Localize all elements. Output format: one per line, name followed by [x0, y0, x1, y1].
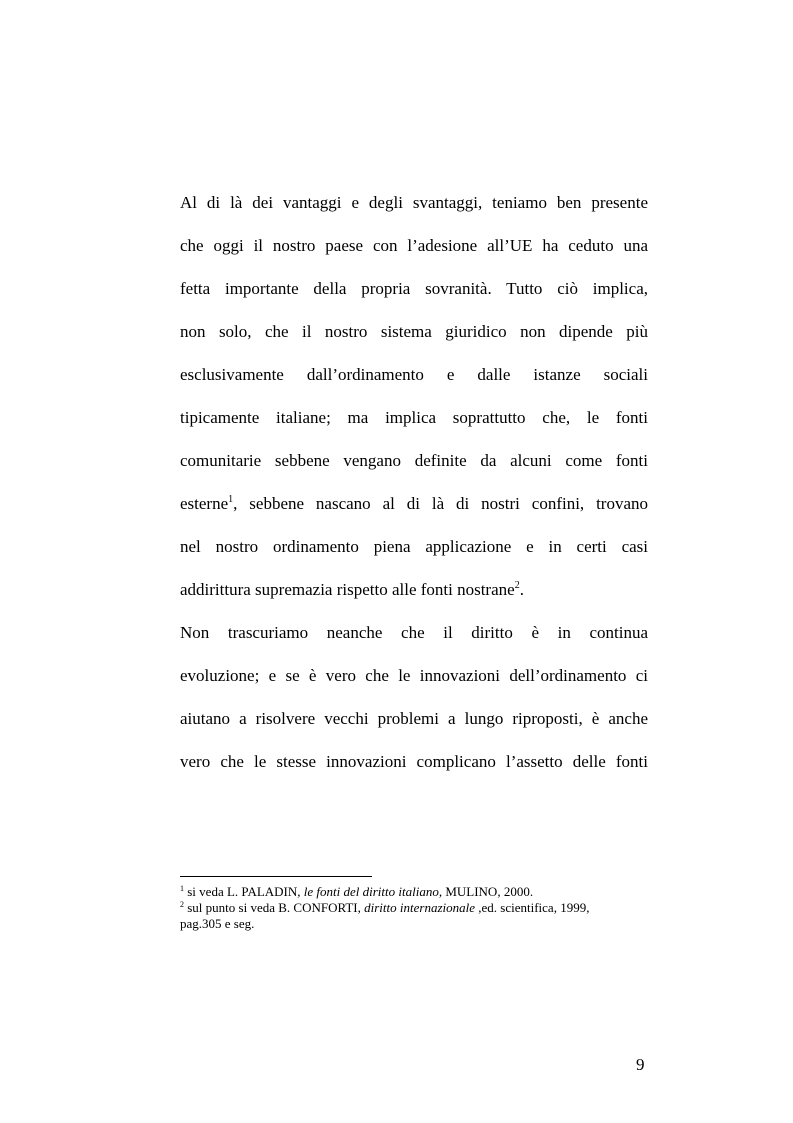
footnote-ref-1: 1: [228, 494, 234, 505]
body-line-2: che oggi il nostro paese con l’adesione all’UE ha ceduto una: [180, 236, 648, 255]
footnote-text: sul punto si veda B. CONFORTI,: [184, 900, 365, 915]
footnote-text: ,ed. scientifica, 1999,: [475, 900, 590, 915]
body-line-1: Al di là dei vantaggi e degli svantaggi, teniamo ben presente: [180, 193, 648, 212]
body-line-12: evoluzione; e se è vero che le innovazioni dell’ordinamento ci: [180, 666, 648, 685]
body-line-6: tipicamente italiane; ma implica soprattutto che, le fonti: [180, 408, 648, 427]
footnote-ref-2: 2: [514, 580, 520, 591]
body-line-8: [180, 494, 648, 514]
footnote-1-mark: 1: [180, 884, 184, 893]
footnote-1: [180, 884, 533, 900]
footnote-2: [180, 900, 589, 916]
body-text: addirittura supremazia rispetto alle fonti nostrane: [180, 580, 515, 599]
body-line-10: [180, 580, 648, 600]
body-line-4: non solo, che il nostro sistema giuridico non dipende più: [180, 322, 648, 341]
footnote-divider: [180, 876, 372, 877]
footnote-text: si veda L. PALADIN,: [184, 884, 304, 899]
body-line-7: comunitarie sebbene vengano definite da alcuni come fonti: [180, 451, 648, 470]
footnote-2-mark: 2: [180, 900, 184, 909]
body-line-5: esclusivamente dall’ordinamento e dalle istanze sociali: [180, 365, 648, 384]
footnote-title: diritto internazionale: [364, 900, 476, 915]
page-number: 9: [636, 1055, 645, 1074]
body-line-13: aiutano a risolvere vecchi problemi a lungo riproposti, è anche: [180, 709, 648, 728]
footnote-title: le fonti del diritto italiano,: [303, 884, 443, 899]
body-line-3: fetta importante della propria sovranità. Tutto ciò implica,: [180, 279, 648, 298]
body-line-9: nel nostro ordinamento piena applicazione e in certi casi: [180, 537, 648, 556]
body-line-11: Non trascuriamo neanche che il diritto è in continua: [180, 623, 648, 642]
body-line-14: vero che le stesse innovazioni complicano l’assetto delle fonti: [180, 752, 648, 771]
body-text: .: [519, 580, 524, 599]
body-text: , sebbene nascano al di là di nostri confini, trovano: [233, 494, 648, 513]
footnote-2-continued: pag.305 e seg.: [180, 916, 255, 931]
body-text: esterne: [180, 494, 229, 513]
footnote-text: MULINO, 2000.: [442, 884, 534, 899]
